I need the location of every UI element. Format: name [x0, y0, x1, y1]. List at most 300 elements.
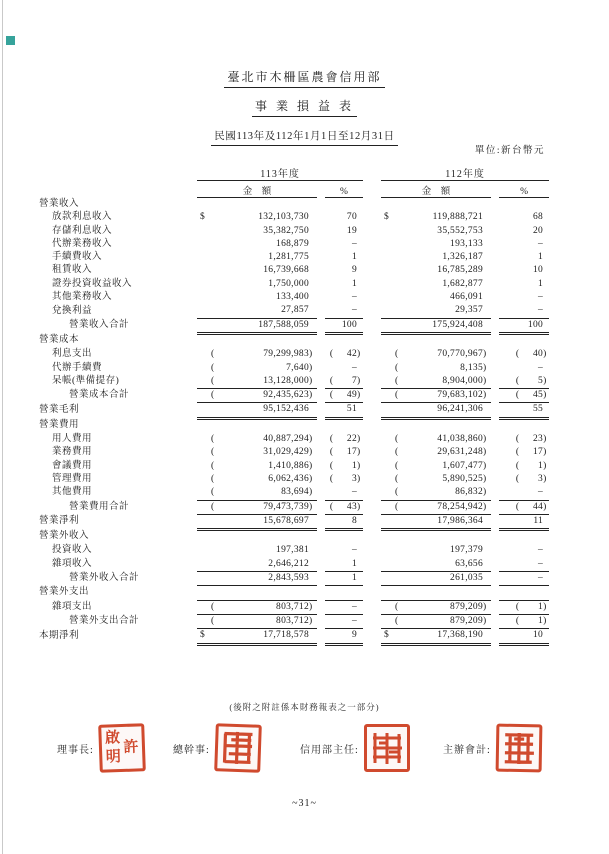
amount-cell: ( 31,029,429 ) — [211, 447, 313, 458]
percent-cell: ( 1 ) — [499, 614, 549, 628]
row-label: 其他業務收入 — [52, 292, 113, 303]
spacer-cell — [317, 446, 325, 459]
row-label: 營業毛利 — [39, 404, 80, 415]
spacer-cell — [491, 304, 499, 318]
spacer-cell — [317, 530, 325, 545]
amount-cell: ( 86,832 ) — [381, 486, 491, 500]
spacer-cell — [363, 418, 381, 433]
row-label: 會議費用 — [52, 460, 93, 471]
chairman-seal-stamp — [98, 723, 146, 773]
spacer-cell — [363, 389, 381, 403]
spacer-cell — [317, 362, 325, 375]
amount-cell: $ 119,888,721 — [384, 212, 484, 223]
spacer-cell — [491, 446, 499, 459]
spacer-cell — [317, 211, 325, 224]
table-row — [33, 333, 549, 348]
amount-cell: 133,400 — [276, 292, 309, 303]
seal-pattern — [500, 729, 537, 768]
spacer-cell — [363, 264, 381, 277]
table-row — [33, 389, 549, 403]
percent-cell: – — [325, 614, 363, 628]
row-label: 營業收入合計 — [69, 320, 130, 331]
spacer-cell — [491, 318, 499, 333]
row-label: 投資收入 — [52, 545, 93, 556]
row-label: 存儲利息收入 — [52, 225, 113, 236]
amount-cell — [381, 530, 491, 545]
percent-cell: 8 — [325, 514, 363, 529]
seal-pattern — [369, 729, 405, 767]
amount-cell: ( 8,904,000 ) — [381, 375, 491, 389]
percent-cell: 70 — [346, 212, 358, 223]
percent-cell: 11 — [499, 514, 549, 529]
amount-cell: 168,879 — [276, 238, 309, 249]
percent-header-113: % — [325, 181, 363, 198]
row-label: 業務費用 — [52, 447, 93, 458]
table-row — [33, 486, 549, 500]
row-label: 租賃收入 — [52, 265, 93, 276]
spacer-cell — [491, 600, 499, 614]
percent-cell: 51 — [325, 403, 363, 418]
percent-cell: 1 — [325, 558, 363, 572]
percent-cell: – — [351, 362, 358, 373]
table-row — [33, 403, 549, 418]
spacer-cell — [317, 514, 325, 529]
percent-cell: ( 22 ) — [329, 434, 361, 445]
spacer-cell — [363, 629, 381, 644]
percent-cell: – — [499, 486, 549, 500]
spacer-cell — [491, 375, 499, 389]
percent-cell: ( 44 ) — [499, 500, 549, 514]
table-body — [33, 198, 549, 645]
percent-cell: – — [499, 572, 549, 586]
percent-cell: – — [538, 292, 544, 303]
seal-pattern — [219, 728, 256, 767]
table-row — [33, 264, 549, 277]
table-row — [33, 238, 549, 251]
percent-cell: 10 — [499, 629, 549, 644]
amount-cell: 35,552,753 — [437, 225, 484, 236]
percent-header-112: % — [499, 181, 549, 198]
spacer-cell — [317, 629, 325, 644]
header-spacer — [363, 181, 381, 198]
percent-cell: ( 3 ) — [329, 473, 361, 484]
table-row — [33, 446, 549, 459]
spacer-cell — [363, 460, 381, 473]
amount-cell: $ 132,103,730 — [200, 212, 309, 223]
spacer-cell — [491, 629, 499, 644]
general-manager-seal-stamp — [214, 723, 262, 773]
amount-cell: 193,133 — [450, 238, 484, 249]
spacer-cell — [363, 291, 381, 304]
page-number: ~31~ — [292, 798, 317, 809]
percent-cell: ( 1 ) — [499, 600, 549, 614]
percent-cell: 1 — [351, 278, 358, 289]
spacer-cell — [363, 362, 381, 375]
table-row — [33, 198, 549, 212]
spacer-cell — [363, 486, 381, 500]
spacer-cell — [363, 600, 381, 614]
percent-cell: 1 — [351, 252, 358, 263]
amount-cell — [197, 530, 317, 545]
table-row — [33, 375, 549, 389]
spacer-cell — [363, 500, 381, 514]
spacer-cell — [491, 530, 499, 545]
spacer-cell — [317, 500, 325, 514]
amount-cell — [381, 333, 491, 348]
percent-cell: – — [499, 558, 549, 572]
spacer-cell — [491, 558, 499, 572]
credit-dept-director-label: 信用部主任: — [300, 744, 359, 756]
header-spacer — [491, 181, 499, 198]
amount-cell: ( 79,299,983 ) — [211, 349, 313, 360]
spacer-cell — [317, 418, 325, 433]
amount-cell: ( 40,887,294 ) — [211, 434, 313, 445]
spacer-cell — [363, 375, 381, 389]
table-row — [33, 460, 549, 473]
percent-cell: ( 3 ) — [515, 473, 547, 484]
amount-cell: 1,682,877 — [442, 278, 484, 289]
spacer-cell — [317, 318, 325, 333]
header-spacer — [363, 162, 381, 181]
footnote: (後附之附註係本財務報表之一部分) — [229, 702, 380, 712]
percent-cell: ( 1 ) — [515, 460, 547, 471]
spacer-cell — [317, 558, 325, 572]
percent-cell — [499, 418, 549, 433]
amount-cell: ( 92,435,623 ) — [197, 389, 317, 403]
spacer-cell — [363, 446, 381, 459]
percent-cell: ( 17 ) — [515, 447, 547, 458]
amount-cell: 466,091 — [450, 292, 484, 303]
spacer-cell — [491, 211, 499, 224]
table-row — [33, 473, 549, 486]
spacer-cell — [363, 530, 381, 545]
amount-cell: 95,152,436 — [197, 403, 317, 418]
amount-cell: 197,379 — [450, 545, 484, 556]
spacer-cell — [363, 614, 381, 628]
percent-cell: 19 — [346, 225, 358, 236]
amount-cell: 1,750,000 — [268, 278, 309, 289]
amount-cell — [381, 198, 491, 212]
amount-cell — [381, 418, 491, 433]
percent-cell: ( 40 ) — [515, 349, 547, 360]
table-row — [33, 278, 549, 291]
row-label: 營業外支出 — [39, 587, 90, 598]
percent-cell — [325, 198, 363, 212]
amount-header-113: 金 額 — [197, 181, 317, 198]
spacer-cell — [491, 433, 499, 446]
amount-cell: ( 70,770,967 ) — [395, 349, 487, 360]
percent-cell: 55 — [499, 403, 549, 418]
percent-cell — [499, 333, 549, 348]
percent-cell: – — [325, 486, 363, 500]
spacer-cell — [363, 558, 381, 572]
percent-cell — [499, 198, 549, 212]
signature-credit-dept-director — [300, 720, 410, 776]
percent-cell — [325, 530, 363, 545]
row-label: 利息支出 — [52, 349, 93, 360]
spacer-cell — [363, 403, 381, 418]
amount-cell: 2,646,212 — [197, 558, 317, 572]
amount-cell: 2,843,593 — [197, 572, 317, 586]
spacer-cell — [491, 264, 499, 277]
amount-cell: ( 1,607,477 ) — [395, 460, 487, 471]
spacer-cell — [491, 225, 499, 238]
income-statement-table — [33, 162, 549, 646]
spacer-cell — [363, 433, 381, 446]
seal-char: 許 — [122, 738, 139, 756]
year-112-header: 112年度 — [381, 162, 549, 181]
spacer-cell — [317, 544, 325, 557]
spacer-cell — [363, 348, 381, 361]
spacer-cell — [317, 264, 325, 277]
row-label: 雜項支出 — [52, 601, 93, 612]
seal-char: 明 — [105, 749, 121, 766]
spacer-cell — [363, 333, 381, 348]
spacer-cell — [491, 348, 499, 361]
percent-cell: 20 — [532, 225, 544, 236]
year-113-header: 113年度 — [197, 162, 363, 181]
row-label: 營業成本合計 — [69, 390, 130, 401]
row-label: 雜項收入 — [52, 558, 93, 569]
amount-cell: 27,857 — [197, 304, 317, 318]
amount-cell: 261,035 — [381, 572, 491, 586]
signature-general-manager — [173, 720, 261, 776]
spacer-cell — [317, 433, 325, 446]
spacer-cell — [317, 225, 325, 238]
spacer-cell — [491, 500, 499, 514]
amount-cell: 187,588,059 — [197, 318, 317, 333]
report-period: 民國113年及112年1月1日至12月31日 — [211, 128, 397, 146]
spacer-cell — [363, 586, 381, 600]
amount-cell: ( 7,640 ) — [211, 362, 313, 373]
spacer-cell — [491, 544, 499, 557]
spacer-cell — [491, 514, 499, 529]
row-label: 代辦業務收入 — [52, 238, 113, 249]
percent-cell: ( 23 ) — [515, 434, 547, 445]
spacer-cell — [317, 251, 325, 264]
spacer-cell — [491, 198, 499, 212]
amount-cell: ( 6,062,436 ) — [211, 473, 313, 484]
percent-cell: ( 1 ) — [329, 460, 361, 471]
spacer-cell — [491, 614, 499, 628]
percent-cell: 100 — [499, 318, 549, 333]
spacer-cell — [363, 211, 381, 224]
spacer-cell — [491, 362, 499, 375]
spacer-cell — [317, 291, 325, 304]
row-label: 營業成本 — [39, 335, 80, 346]
spacer-cell — [363, 198, 381, 212]
amount-cell: 1,326,187 — [442, 252, 484, 263]
spacer-cell — [491, 291, 499, 304]
percent-cell: – — [351, 545, 358, 556]
row-label: 營業費用 — [39, 420, 80, 430]
spacer-cell — [317, 572, 325, 586]
table-row — [33, 614, 549, 628]
spacer-cell — [363, 304, 381, 318]
spacer-cell — [317, 278, 325, 291]
row-label: 營業外支出合計 — [69, 615, 140, 626]
spacer-cell — [317, 614, 325, 628]
percent-cell: 10 — [532, 265, 544, 276]
amount-cell: ( 803,712 ) — [197, 600, 317, 614]
row-label: 手續費收入 — [52, 252, 103, 263]
amount-cell: ( 803,712 ) — [197, 614, 317, 628]
spacer-cell — [317, 473, 325, 486]
amount-cell: ( 8,135 ) — [395, 362, 487, 373]
percent-cell: – — [351, 238, 358, 249]
spacer-cell — [363, 572, 381, 586]
table-row — [33, 600, 549, 614]
percent-cell: ( 5 ) — [499, 375, 549, 389]
spacer-cell — [317, 198, 325, 212]
amount-cell: ( 79,473,739 ) — [197, 500, 317, 514]
row-label: 其他費用 — [52, 487, 93, 498]
amount-cell: ( 79,683,102 ) — [381, 389, 491, 403]
spacer-cell — [363, 544, 381, 557]
amount-cell: 63,656 — [381, 558, 491, 572]
table-row — [33, 211, 549, 224]
spacer-cell — [363, 238, 381, 251]
amount-cell: 29,357 — [381, 304, 491, 318]
percent-cell — [325, 333, 363, 348]
amount-cell: 17,986,364 — [381, 514, 491, 529]
year-header-row — [33, 162, 549, 181]
amount-cell: 1,281,775 — [268, 252, 309, 263]
spacer-cell — [317, 403, 325, 418]
row-label: 營業收入 — [39, 198, 80, 209]
spacer-cell — [491, 572, 499, 586]
table-row — [33, 304, 549, 318]
spacer-cell — [363, 251, 381, 264]
amount-header-112: 金 額 — [381, 181, 491, 198]
table-row — [33, 348, 549, 361]
percent-cell: 100 — [325, 318, 363, 333]
percent-cell: ( 49 ) — [325, 389, 363, 403]
organization-title: 臺北市木柵區農會信用部 — [224, 68, 384, 88]
spacer-cell — [363, 318, 381, 333]
amount-cell: 197,381 — [276, 545, 309, 556]
percent-cell: ( 7 ) — [325, 375, 363, 389]
table-row — [33, 629, 549, 644]
chief-accountant-label: 主辦會計: — [443, 744, 491, 756]
spacer-cell — [491, 460, 499, 473]
percent-cell: – — [325, 304, 363, 318]
column-header-row — [33, 181, 549, 198]
spacer-cell — [491, 403, 499, 418]
spacer-cell — [491, 278, 499, 291]
spacer-cell — [491, 418, 499, 433]
percent-cell: – — [351, 292, 358, 303]
amount-cell: ( 1,410,886 ) — [211, 460, 313, 471]
table-row — [33, 433, 549, 446]
amount-cell: ( 5,890,525 ) — [395, 473, 487, 484]
table-row — [33, 318, 549, 333]
spacer-cell — [491, 389, 499, 403]
amount-cell: ( 879,209 ) — [381, 614, 491, 628]
percent-cell: – — [538, 545, 544, 556]
percent-cell: 1 — [325, 572, 363, 586]
percent-cell: ( 42 ) — [329, 349, 361, 360]
table-row — [33, 291, 549, 304]
table-row — [33, 418, 549, 433]
table-row — [33, 251, 549, 264]
amount-cell: 16,785,289 — [437, 265, 484, 276]
spacer-cell — [317, 600, 325, 614]
spacer-cell — [491, 586, 499, 600]
general-manager-label: 總幹事: — [173, 744, 210, 756]
header-spacer — [317, 181, 325, 198]
table-row — [33, 558, 549, 572]
spacer-cell — [491, 473, 499, 486]
spacer-cell — [317, 389, 325, 403]
row-label: 營業外收入合計 — [69, 573, 140, 584]
row-label: 營業淨利 — [39, 516, 80, 527]
percent-cell: – — [325, 600, 363, 614]
chairman-label: 理事長: — [57, 744, 94, 756]
row-label: 本期淨利 — [39, 630, 80, 641]
amount-cell: $ 17,368,190 — [381, 629, 491, 644]
spacer-cell — [491, 251, 499, 264]
table-row — [33, 362, 549, 375]
percent-cell: – — [538, 238, 544, 249]
table-row — [33, 572, 549, 586]
percent-cell: – — [538, 362, 544, 373]
percent-cell: – — [499, 304, 549, 318]
amount-cell: ( 879,209 ) — [381, 600, 491, 614]
amount-cell: 175,924,408 — [381, 318, 491, 333]
amount-cell — [381, 586, 491, 600]
row-label: 用人費用 — [52, 434, 93, 445]
signature-chief-accountant — [443, 720, 542, 776]
amount-cell: ( 41,038,860 ) — [395, 434, 487, 445]
percent-cell — [325, 586, 363, 600]
percent-cell: 9 — [325, 629, 363, 644]
spacer-cell — [491, 238, 499, 251]
header-spacer — [33, 162, 197, 181]
spacer-cell — [317, 333, 325, 348]
row-label: 兌換利益 — [52, 305, 93, 316]
row-label: 放款利息收入 — [52, 212, 113, 223]
amount-cell: ( 78,254,942 ) — [381, 500, 491, 514]
table-row — [33, 500, 549, 514]
spacer-cell — [363, 473, 381, 486]
row-label: 管理費用 — [52, 473, 93, 484]
spacer-cell — [317, 238, 325, 251]
row-label: 證券投資收益收入 — [52, 278, 133, 289]
scan-artifact-mark — [6, 36, 15, 45]
seal-char: 啟 — [104, 730, 121, 747]
percent-cell: ( 43 ) — [325, 500, 363, 514]
percent-cell: ( 17 ) — [329, 447, 361, 458]
spacer-cell — [491, 486, 499, 500]
row-label: 營業外收入 — [39, 531, 90, 542]
report-title: 事 業 損 益 表 — [252, 97, 357, 117]
table-row — [33, 225, 549, 238]
percent-cell: 68 — [532, 212, 544, 223]
amount-cell: ( 83,694 ) — [197, 486, 317, 500]
spacer-cell — [317, 375, 325, 389]
signature-chairman — [57, 720, 145, 776]
table-row — [33, 530, 549, 545]
amount-cell: 96,241,306 — [381, 403, 491, 418]
row-label: 呆帳(準備提存) — [52, 376, 120, 387]
amount-cell — [197, 333, 317, 348]
percent-cell: ( 45 ) — [499, 389, 549, 403]
amount-cell: 15,678,697 — [197, 514, 317, 529]
table-row — [33, 514, 549, 529]
amount-cell: 16,739,668 — [263, 265, 309, 276]
percent-cell: 1 — [538, 252, 544, 263]
